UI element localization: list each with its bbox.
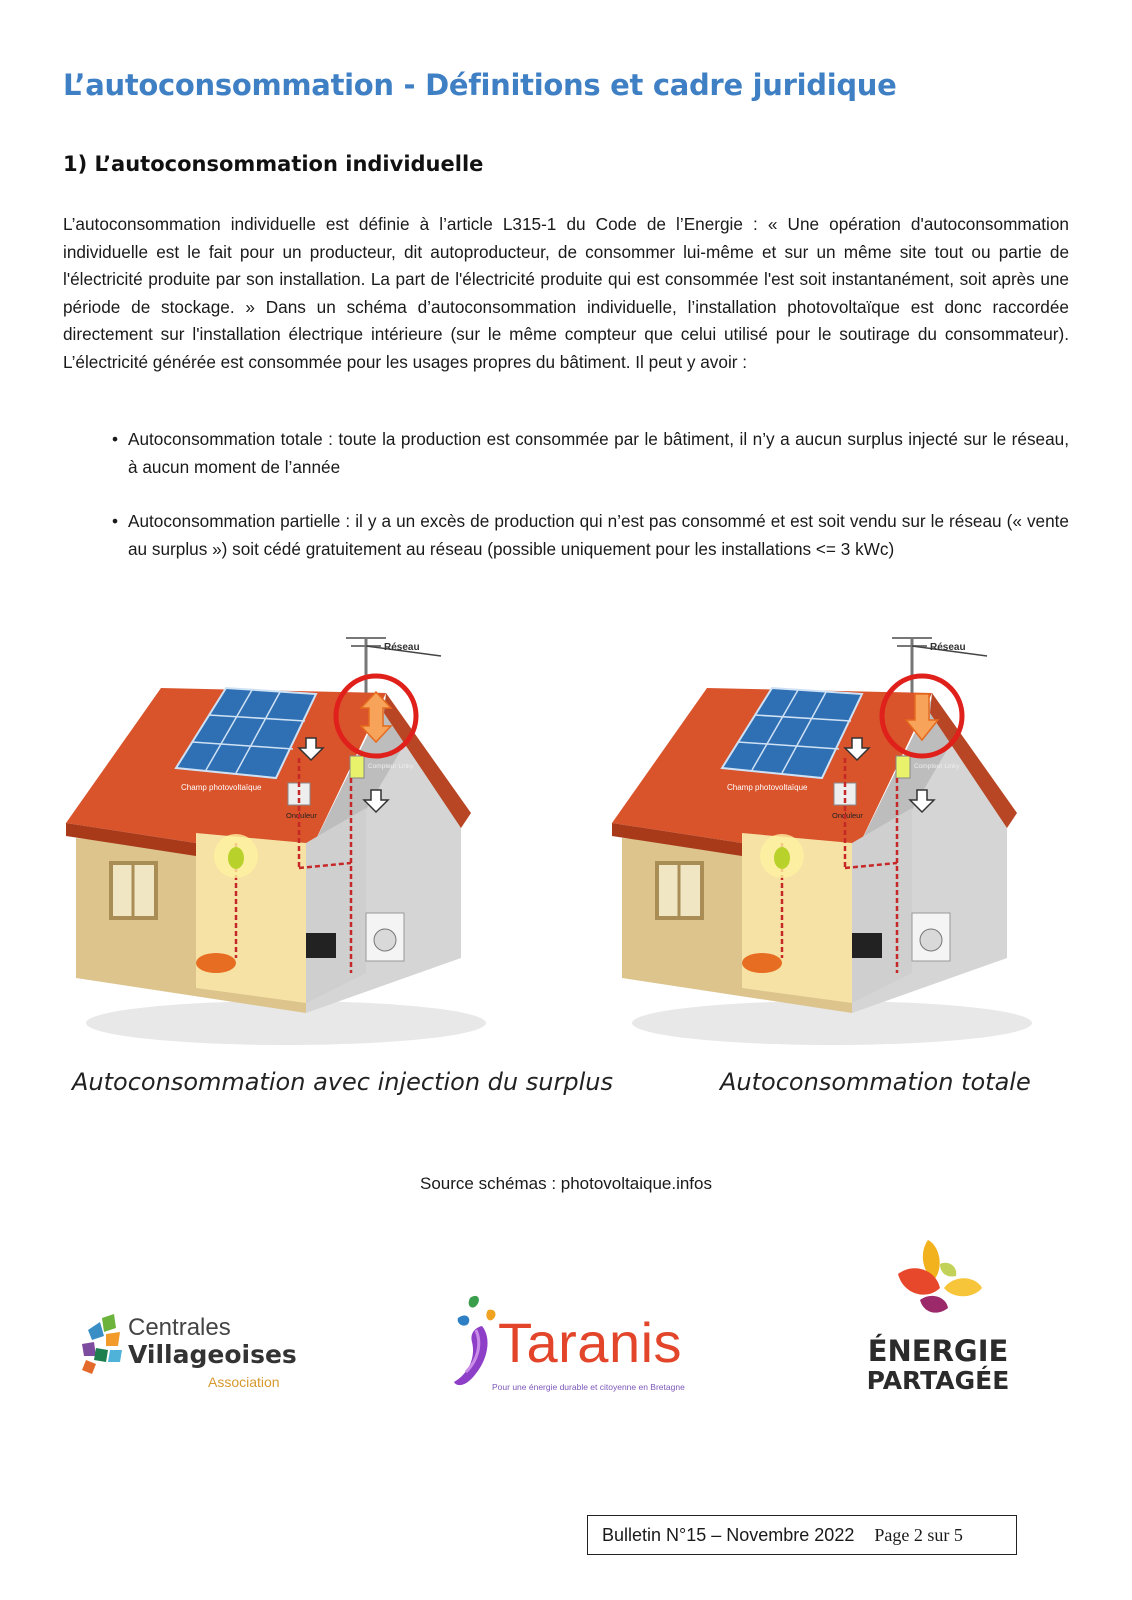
bullet-list <box>112 426 1069 590</box>
meter-label: Compteur Linky <box>914 763 960 770</box>
section-title: 1) L’autoconsommation individuelle <box>63 152 484 176</box>
energie-petals-icon <box>858 1234 1018 1334</box>
footer-page-number: Page 2 sur 5 <box>874 1524 963 1545</box>
house-illustration <box>66 638 486 1045</box>
source-note: Source schémas : photovoltaique.infos <box>419 1174 712 1193</box>
centrales-line2: Villageoises <box>128 1340 297 1369</box>
house-diagram-total <box>612 628 1052 1058</box>
logo-centrales-villageoises <box>78 1310 308 1400</box>
centrales-leaf-icon <box>78 1310 128 1380</box>
panel-label: Champ photovoltaïque <box>727 783 808 792</box>
meter-label: Compteur Linky <box>368 763 414 770</box>
bullet-item-total <box>112 426 1069 481</box>
intro-paragraph: L’autoconsommation individuelle est définie à l’article L315-1 du Code de l’Energie : « Une opération d'autoconsommation individuelle est le fait pour un producteur, dit autoproducteur, de consommer lui-même et sur un même site tout ou partie de l'électricité produite par son installation. La part de l'électricité produite qui est consommée l'est soit instantanément, soit après une période de stockage. » Dans un schéma d’autoconsommation individuelle, l’installation photovoltaïque est donc raccordée directement sur l'installation électrique intérieure (sur le même compteur que celui utilisé pour le soutirage du consommateur). L’électricité générée est consommée pour les usages propres du bâtiment. Il peut y avoir : <box>63 214 1069 372</box>
bullet-item-partial <box>112 508 1069 563</box>
footer-bulletin: Bulletin N°15 – Novembre 2022 <box>602 1524 855 1545</box>
inverter-label: Onduleur <box>832 811 863 820</box>
inverter-label: Onduleur <box>286 811 317 820</box>
taranis-name: Taranis <box>498 1311 683 1374</box>
bullet-icon: • <box>112 429 119 449</box>
bullet-text: Autoconsommation partielle : il y a un excès de production qui n’est pas consommé et est soit vendu sur le réseau (« vente au surplus ») soit cédé gratuitement au réseau (possible uniquement pour les installations <= 3 kWc) <box>128 511 1069 559</box>
logo-energie-partagee <box>858 1234 1018 1404</box>
panel-label: Champ photovoltaïque <box>181 783 262 792</box>
energie-line2: PARTAGÉE <box>866 1366 1010 1395</box>
bullet-text: Autoconsommation totale : toute la production est consommée par le bâtiment, il n’y a aucun surplus injecté sur le réseau, à aucun moment de l’année <box>128 429 1069 477</box>
diagram-caption-surplus: Autoconsommation avec injection du surplus <box>72 1068 613 1096</box>
taranis-tagline: Pour une énergie durable et citoyenne en Bretagne <box>492 1382 685 1392</box>
house-diagram-surplus <box>66 628 506 1058</box>
energie-line1: ÉNERGIE <box>867 1334 1009 1368</box>
logo-taranis <box>452 1290 702 1405</box>
diagram-caption-total: Autoconsommation totale <box>720 1068 1031 1096</box>
network-label: Réseau <box>384 642 420 653</box>
centrales-line1: Centrales <box>128 1314 231 1341</box>
network-label: Réseau <box>930 642 966 653</box>
page-title: L’autoconsommation - Définitions et cadre juridique <box>63 68 897 102</box>
centrales-line3: Association <box>208 1374 280 1390</box>
bullet-icon: • <box>112 511 119 532</box>
footer-box <box>587 1515 1017 1555</box>
house-illustration <box>612 638 1032 1045</box>
